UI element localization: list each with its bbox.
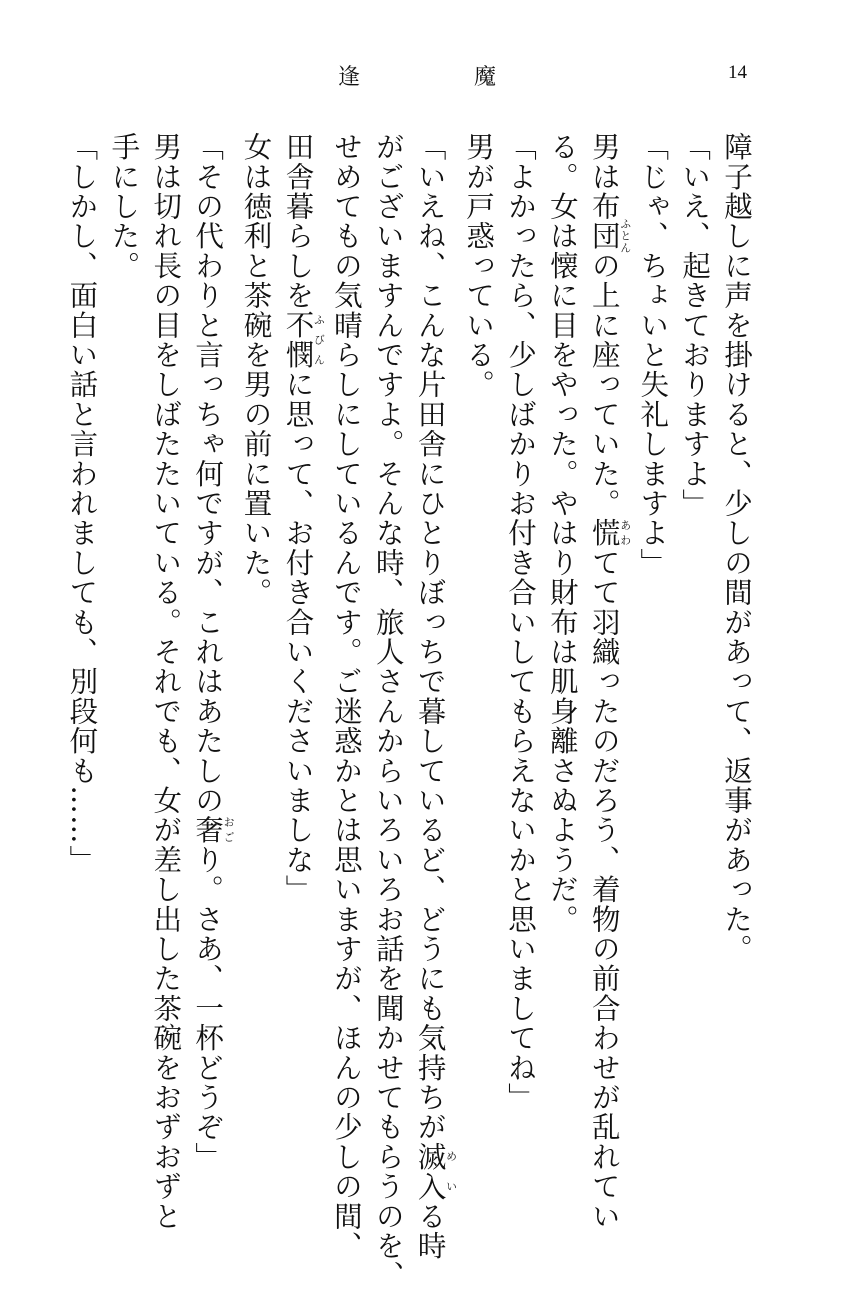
- text-segment: 田舎暮らしを: [281, 132, 315, 311]
- text-line: る。女は懐に目をやった。やはり財布は肌身離さぬようだ。: [545, 132, 579, 934]
- ruby-base: 滅入: [413, 1141, 447, 1202]
- text-line: 「じゃ、ちょいと失礼しますよ」: [636, 132, 670, 578]
- text-line: [583, 132, 632, 1231]
- ruby-annotation: [587, 217, 632, 255]
- text-segment: てて羽織ったのだろう、着物の前合わせが乱れてい: [587, 547, 621, 1231]
- ruby-base: 奢: [191, 815, 225, 845]
- text-line: [186, 132, 236, 1172]
- text-line: 「いえ、起きておりますよ」: [678, 132, 712, 519]
- text-segment: に思って、お付き合いくださいましな」: [281, 369, 315, 905]
- ruby-annotation: [281, 310, 326, 370]
- ruby-reading: ふびん: [312, 310, 326, 370]
- ruby-reading: ふとん: [618, 217, 632, 255]
- text-segment: の上に座っていた。: [587, 250, 621, 519]
- ruby-reading: めい: [444, 1141, 458, 1202]
- text-line: 女は徳利と茶碗を男の前に置いた。: [239, 132, 273, 608]
- text-line: 手にした。: [107, 132, 141, 281]
- text-line: せめてもの気晴らしにしているんです。ご迷惑かとは思いますが、ほんの少しの間、: [329, 132, 363, 1261]
- page-number: 14: [728, 62, 747, 83]
- text-segment: り。さあ、一杯どうぞ」: [191, 844, 225, 1172]
- text-line: 「しかし、面白い話と言われましても、別段何も……」: [65, 132, 99, 875]
- vertical-body-text: [65, 132, 757, 1290]
- text-segment: 男は布: [587, 132, 621, 222]
- running-title-char: 逢: [338, 65, 361, 90]
- text-line: 男が戸惑っている。: [462, 132, 496, 400]
- text-line: 「よかったら、少しばかりお付き合いしてもらえないかと思いましてね」: [503, 132, 537, 1113]
- ruby-annotation: [587, 518, 632, 548]
- ruby-base: 慌: [587, 518, 621, 548]
- text-segment: る時: [413, 1201, 447, 1261]
- text-line: がございますんですよ。そんな時、旅人さんからいろいろお話を聞かせてもらうのを、: [371, 132, 405, 1290]
- ruby-annotation: [413, 1141, 458, 1202]
- text-segment: 「いえね、こんな片田舎にひとりぼっちで暮しているど、どうにも気持ちが: [413, 132, 447, 1142]
- text-line: 障子越しに声を掛けると、少しの間があって、返事があった。: [720, 132, 753, 964]
- ruby-reading: あわ: [618, 518, 632, 548]
- ruby-base: 団: [587, 217, 621, 255]
- ruby-annotation: [191, 815, 236, 845]
- text-segment: 「その代わりと言っちゃ何ですが、これはあたしの: [191, 132, 225, 816]
- text-line: [277, 132, 325, 1142]
- text-line: [409, 132, 458, 1261]
- ruby-reading: おご: [222, 815, 236, 845]
- text-line: 男は切れ長の目をしばたたいている。それでも、女が差し出した茶碗をおずおずと: [149, 132, 183, 1231]
- ruby-base: 不憫: [281, 310, 315, 370]
- running-title-char: 魔: [474, 65, 497, 90]
